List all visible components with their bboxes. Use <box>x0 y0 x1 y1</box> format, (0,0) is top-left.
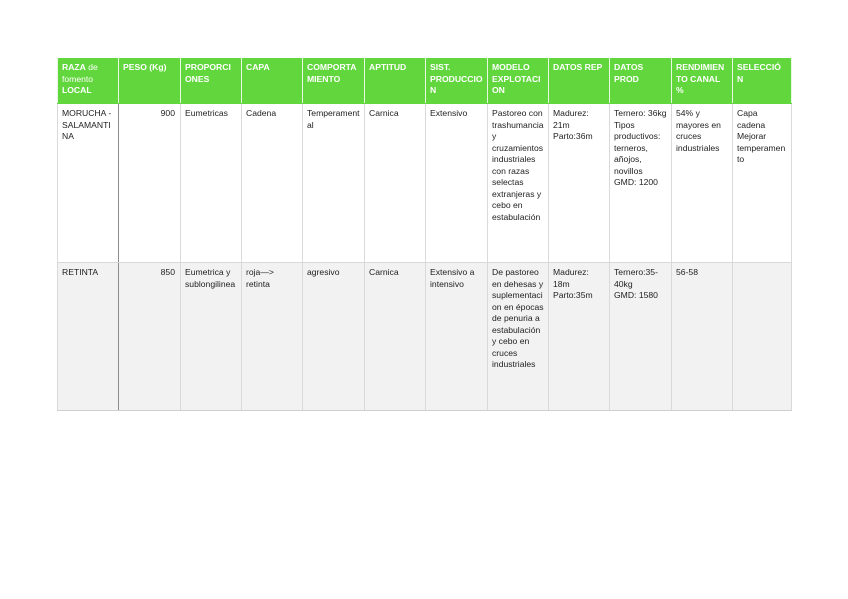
header-raza-local: LOCAL <box>62 85 92 95</box>
cattle-breeds-table <box>57 57 792 411</box>
datos-prod-ternero: Ternero: 36kg <box>614 108 667 118</box>
header-datos-prod: DATOS PROD <box>610 58 672 104</box>
header-proporciones: PROPORCIONES <box>181 58 242 104</box>
cell-rendimiento: 54% y mayores en cruces industriales <box>672 104 733 263</box>
cell-datos-rep <box>549 263 610 411</box>
cell-seleccion <box>733 104 792 263</box>
header-modelo-explotacion: MODELO EXPLOTACION <box>488 58 549 104</box>
cell-aptitud: Carnica <box>365 263 426 411</box>
cell-datos-prod <box>610 263 672 411</box>
datos-prod-gmd: GMD: 1580 <box>614 290 658 300</box>
header-raza-bold: RAZA <box>62 62 86 72</box>
datos-prod-tipos: Tipos productivos: terneros, añojos, novillos <box>614 119 661 176</box>
datos-prod-ternero: Ternero:35-40kg <box>614 267 658 289</box>
cell-modelo-explotacion: De pastoreo en dehesas y suplementacion en épocas de penuria a estabulación y cebo en cruces industriales <box>488 263 549 411</box>
cell-peso: 900 <box>119 104 181 263</box>
cell-raza: MORUCHA - SALAMANTINA <box>58 104 119 263</box>
header-peso: PESO (Kg) <box>119 58 181 104</box>
cell-modelo-explotacion: Pastoreo con trashumancia y cruzamientos industriales con razas selectas extranjeras y cebo en estabulación <box>488 104 549 263</box>
cell-rendimiento: 56-58 <box>672 263 733 411</box>
datos-rep-madurez: Madurez: 18m <box>553 267 589 289</box>
cell-aptitud: Carnica <box>365 104 426 263</box>
header-raza-rest: de fomento <box>62 62 98 84</box>
header-seleccion: SELECCIÓN <box>733 58 792 104</box>
header-rendimiento: RENDIMIENTO CANAL % <box>672 58 733 104</box>
header-datos-rep: DATOS REP <box>549 58 610 104</box>
datos-prod-gmd: GMD: 1200 <box>614 177 658 187</box>
cell-sist-produccion: Extensivo <box>426 104 488 263</box>
cell-datos-rep <box>549 104 610 263</box>
cell-peso: 850 <box>119 263 181 411</box>
seleccion-temperamento: Mejorar temperamento <box>737 131 786 164</box>
header-sist-produccion: SIST. PRODUCCION <box>426 58 488 104</box>
table-body <box>58 104 792 411</box>
header-aptitud: APTITUD <box>365 58 426 104</box>
header-raza <box>58 58 119 104</box>
table-row <box>58 104 792 263</box>
cell-seleccion <box>733 263 792 411</box>
cell-proporciones: Eumetrica y sublongilinea <box>181 263 242 411</box>
table-header <box>58 58 792 104</box>
cell-comportamiento: agresivo <box>303 263 365 411</box>
cell-proporciones: Eumetricas <box>181 104 242 263</box>
seleccion-capa: Capa cadena <box>737 108 766 130</box>
cell-capa: Cadena <box>242 104 303 263</box>
datos-rep-madurez: Madurez: 21m <box>553 108 589 130</box>
cell-capa: roja—> retinta <box>242 263 303 411</box>
datos-rep-parto: Parto:35m <box>553 290 593 300</box>
header-comportamiento: COMPORTAMIENTO <box>303 58 365 104</box>
cell-datos-prod <box>610 104 672 263</box>
table-row <box>58 263 792 411</box>
datos-rep-parto: Parto:36m <box>553 131 593 141</box>
header-capa: CAPA <box>242 58 303 104</box>
cell-raza: RETINTA <box>58 263 119 411</box>
header-row <box>58 58 792 104</box>
cell-sist-produccion: Extensivo a intensivo <box>426 263 488 411</box>
cell-comportamiento: Temperamental <box>303 104 365 263</box>
